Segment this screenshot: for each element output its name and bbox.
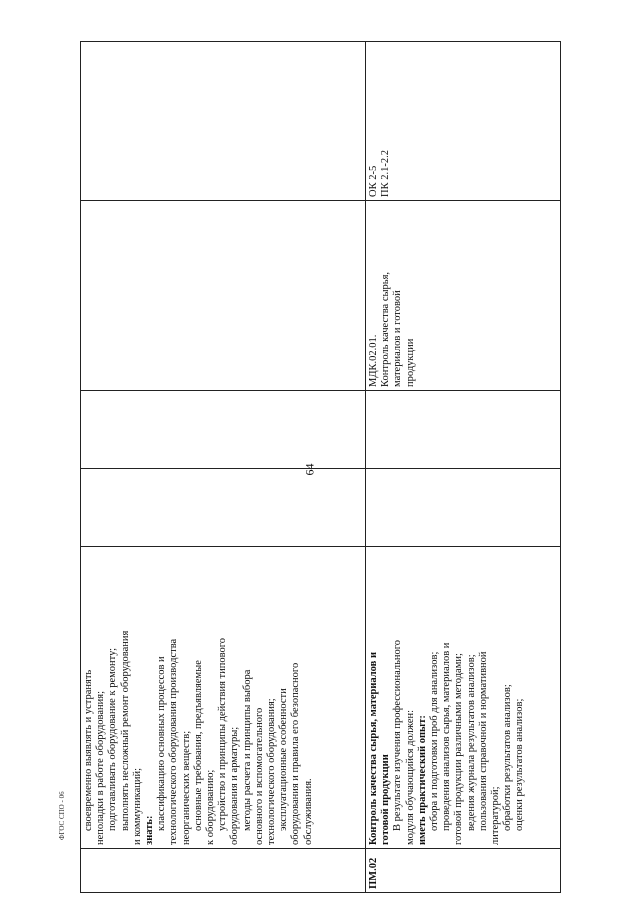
text-line: оценки результатов анализов; [514, 698, 526, 831]
text-line: эксплуатационные особенности [278, 688, 290, 831]
hours-cell [366, 391, 561, 469]
hours-cell [81, 469, 366, 547]
text-line: отбора и подготовки проб для анализов; [429, 651, 441, 831]
footer-code: ФГОС СПО - 06 [58, 791, 66, 840]
text-line: технологического оборудования; [266, 698, 278, 845]
text-line: готовой продукции [380, 754, 392, 845]
content-lines [83, 550, 315, 845]
text-line: своевременно выявлять и устранять [83, 669, 94, 831]
text-line: основные требования, предъявляемые [192, 660, 204, 831]
mdk-cell [81, 201, 366, 391]
table-row [366, 42, 561, 893]
mdk-line: материалов и готовой [392, 290, 404, 387]
table-row [81, 42, 366, 893]
text-line: модуля обучающийся должен: [404, 709, 416, 845]
text-line: к оборудованию; [205, 769, 217, 845]
text-line: литературой; [490, 786, 502, 845]
hours-cell [366, 469, 561, 547]
mdk-line: продукции [404, 338, 416, 387]
text-line: устройство и принципы действия типового [217, 637, 229, 831]
text-line: знать: [144, 815, 156, 845]
content-cell [81, 547, 366, 849]
text-line: методы расчета и принципы выбора [241, 669, 253, 831]
text-line: иметь практический опыт: [416, 715, 428, 845]
text-line: оборудования и правила его безопасного [290, 662, 302, 845]
content-lines [368, 550, 527, 845]
text-line: Контроль качества сырья, материалов и [368, 651, 379, 845]
mdk-cell [366, 201, 561, 391]
page-number: 64 [302, 463, 317, 476]
module-code-cell: ПМ.02 [366, 849, 561, 893]
text-line: и коммуникаций; [131, 767, 143, 845]
text-line: обработки результатов анализов; [502, 684, 514, 831]
text-line: неорганических веществ; [180, 730, 192, 845]
text-line: готовой продукции различными методами; [453, 653, 465, 845]
competency-cell [81, 42, 366, 201]
mdk-line: Контроль качества сырья, [380, 271, 392, 387]
curriculum-table [80, 41, 561, 893]
competency-line: ОК 2-5 [368, 165, 379, 197]
text-line: основного и вспомогательного [253, 707, 265, 845]
text-line: обслуживания. [302, 778, 314, 845]
content-cell [366, 547, 561, 849]
text-line: подготавливать оборудование к ремонту; [107, 647, 119, 831]
text-line: пользования справочной и нормативной [477, 651, 489, 831]
hours-cell [81, 391, 366, 469]
text-line: ведения журнала результатов анализов; [465, 654, 477, 831]
text-line: классификацию основных процессов и [156, 656, 168, 831]
text-line: оборудования и арматуры; [229, 726, 241, 845]
mdk-line: МДК.02.01. [368, 334, 379, 387]
text-line: неполадки в работе оборудования; [95, 690, 107, 845]
competency-line: ПК 2.1-2.2 [380, 150, 392, 197]
text-line: технологического оборудования производства [168, 638, 180, 845]
text-line: выполнять несложный ремонт оборудования [119, 630, 131, 831]
text-line: проведения анализов сырья, материалов и [441, 642, 453, 831]
code-cell [81, 849, 366, 893]
text-line: В результате изучения профессионального [392, 639, 404, 831]
competency-cell [366, 42, 561, 201]
rotated-table-container [80, 42, 560, 893]
